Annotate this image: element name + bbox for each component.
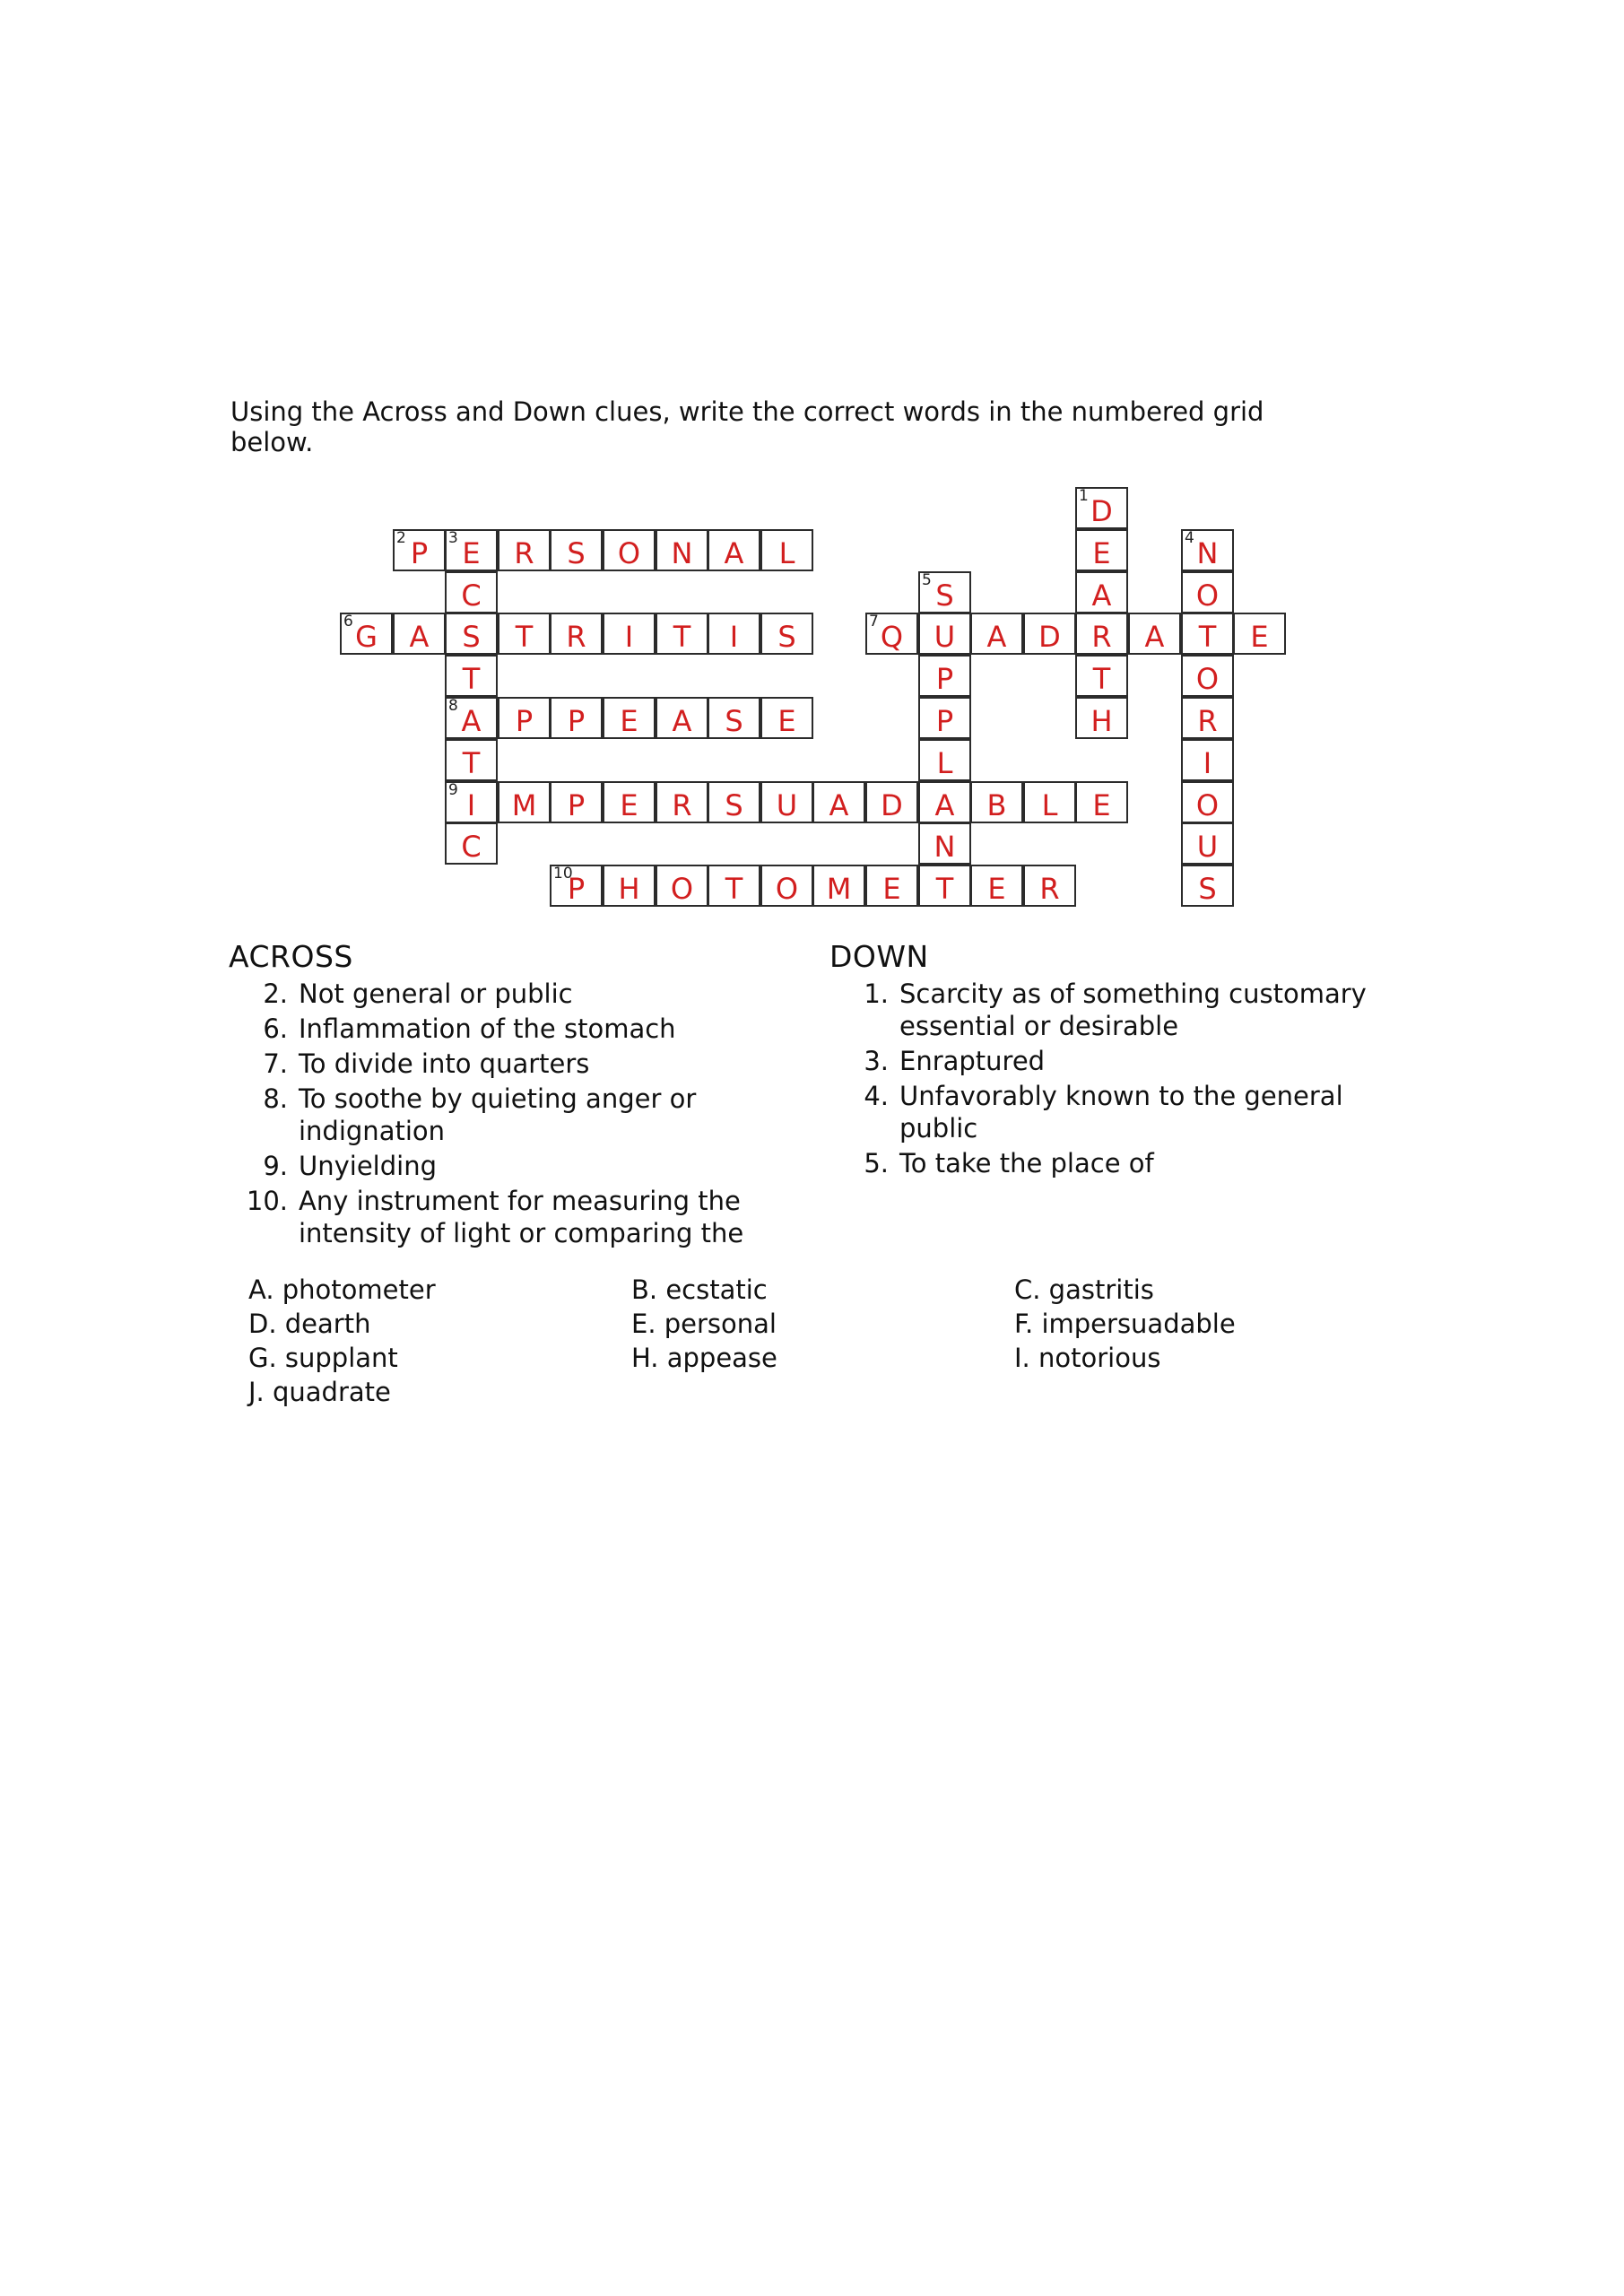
across-clue — [229, 1150, 794, 1182]
grid-cell[interactable] — [1075, 571, 1128, 613]
grid-cell[interactable] — [445, 529, 498, 571]
cell-letter: S — [935, 578, 954, 613]
grid-cell[interactable] — [498, 781, 551, 823]
grid-cell[interactable] — [603, 697, 656, 739]
clue-number: 2. — [263, 978, 288, 1009]
clue-number: 7 — [869, 613, 879, 631]
cell-letter: S — [725, 704, 743, 738]
cell-letter: S — [567, 536, 586, 570]
cell-letter: A — [829, 788, 849, 822]
grid-cell[interactable] — [1023, 613, 1076, 655]
across-heading: ACROSS — [229, 939, 353, 974]
word-bank-item: C. gastritis — [1014, 1274, 1154, 1305]
cell-letter: A — [672, 704, 692, 738]
grid-cell[interactable] — [550, 865, 603, 907]
word-bank-item: E. personal — [631, 1309, 777, 1339]
grid-cell[interactable] — [445, 697, 498, 739]
clue-number: 7. — [263, 1048, 288, 1079]
grid-cell[interactable] — [603, 613, 656, 655]
cell-letter: R — [672, 788, 692, 822]
grid-cell[interactable] — [603, 781, 656, 823]
clue-text: Inflammation of the stomach — [299, 1013, 676, 1044]
cell-letter: I — [729, 620, 739, 654]
grid-cell[interactable] — [918, 739, 971, 781]
grid-cell[interactable] — [550, 781, 603, 823]
grid-cell[interactable] — [445, 655, 498, 697]
grid-cell[interactable] — [760, 697, 813, 739]
grid-cell[interactable] — [812, 781, 865, 823]
grid-cell[interactable] — [1023, 865, 1076, 907]
grid-cell[interactable] — [656, 613, 708, 655]
grid-cell[interactable] — [340, 613, 393, 655]
clue-number: 2 — [396, 529, 406, 547]
grid-cell[interactable] — [498, 529, 551, 571]
word-bank-item: H. appease — [631, 1343, 777, 1373]
cell-letter: E — [1250, 620, 1269, 654]
across-clue — [229, 1083, 794, 1147]
cell-letter: N — [671, 536, 693, 570]
grid-cell[interactable] — [656, 781, 708, 823]
grid-cell[interactable] — [918, 865, 971, 907]
cell-letter: O — [1195, 662, 1220, 696]
grid-cell[interactable] — [1181, 571, 1234, 613]
cell-letter: O — [775, 872, 799, 906]
cell-letter: P — [935, 662, 954, 696]
cell-letter: E — [462, 536, 481, 570]
cell-letter: Q — [880, 620, 904, 654]
cell-letter: E — [777, 704, 796, 738]
cell-letter: N — [934, 830, 956, 864]
clue-text: Unfavorably known to the general public — [899, 1081, 1343, 1144]
cell-letter: P — [567, 872, 586, 906]
grid-cell[interactable] — [550, 529, 603, 571]
cell-letter: P — [567, 704, 586, 738]
cell-letter: E — [620, 788, 638, 822]
word-bank-item: A. photometer — [248, 1274, 436, 1305]
down-clue-list — [829, 978, 1403, 1182]
grid-cell[interactable] — [918, 655, 971, 697]
grid-cell[interactable] — [1181, 697, 1234, 739]
grid-cell[interactable] — [970, 781, 1023, 823]
grid-cell[interactable] — [970, 865, 1023, 907]
grid-cell[interactable] — [865, 865, 918, 907]
cell-letter: P — [935, 704, 954, 738]
cell-letter: A — [724, 536, 744, 570]
word-bank-item: D. dearth — [248, 1309, 371, 1339]
cell-letter: I — [1203, 746, 1212, 780]
grid-cell[interactable] — [550, 697, 603, 739]
cell-letter: O — [670, 872, 694, 906]
grid-cell[interactable] — [656, 865, 708, 907]
cell-letter: E — [620, 704, 638, 738]
cell-letter: T — [1198, 620, 1217, 654]
grid-cell[interactable] — [865, 613, 918, 655]
grid-cell[interactable] — [1128, 613, 1181, 655]
clue-number: 1. — [864, 978, 889, 1009]
across-clue — [229, 1013, 794, 1045]
grid-cell[interactable] — [918, 571, 971, 613]
word-bank-item: I. notorious — [1014, 1343, 1161, 1373]
cell-letter: R — [566, 620, 586, 654]
grid-cell[interactable] — [865, 781, 918, 823]
clue-text: Enraptured — [899, 1046, 1046, 1076]
cell-letter: L — [936, 746, 953, 780]
grid-cell[interactable] — [1075, 781, 1128, 823]
grid-cell[interactable] — [1075, 613, 1128, 655]
cell-letter: O — [617, 536, 641, 570]
cell-letter: U — [934, 620, 956, 654]
cell-letter: A — [1091, 578, 1112, 613]
clue-text: Not general or public — [299, 978, 573, 1009]
clue-text: Scarcity as of something customary essential or desirable — [899, 978, 1367, 1041]
grid-cell[interactable] — [1075, 655, 1128, 697]
grid-cell[interactable] — [656, 529, 708, 571]
grid-cell[interactable] — [812, 865, 865, 907]
down-heading: DOWN — [829, 939, 929, 974]
cell-letter: E — [882, 872, 901, 906]
grid-cell[interactable] — [603, 529, 656, 571]
clue-text: To soothe by quieting anger or indignation — [299, 1083, 697, 1146]
grid-cell[interactable] — [1023, 781, 1076, 823]
grid-cell[interactable] — [760, 529, 813, 571]
crossword-grid — [0, 0, 1624, 924]
clue-number: 5. — [864, 1148, 889, 1178]
grid-cell[interactable] — [1075, 697, 1128, 739]
grid-cell[interactable] — [708, 529, 760, 571]
grid-cell[interactable] — [1181, 781, 1234, 823]
word-bank-item: J. quadrate — [248, 1377, 391, 1407]
grid-cell[interactable] — [1075, 487, 1128, 529]
across-clue — [229, 978, 794, 1010]
cell-letter: R — [514, 536, 534, 570]
cell-letter: T — [673, 620, 691, 654]
down-clue — [829, 978, 1403, 1042]
grid-cell[interactable] — [445, 571, 498, 613]
cell-letter: M — [511, 788, 537, 822]
clue-text: Any instrument for measuring the intensity of light or comparing the — [299, 1186, 744, 1248]
grid-cell[interactable] — [708, 697, 760, 739]
cell-letter: R — [1039, 872, 1060, 906]
cell-letter: S — [725, 788, 743, 822]
cell-letter: T — [462, 662, 481, 696]
word-bank-item: F. impersuadable — [1014, 1309, 1236, 1339]
instructions: Using the Across and Down clues, write the correct words in the numbered grid below. — [230, 396, 1264, 457]
clue-number: 4 — [1185, 529, 1194, 547]
grid-cell[interactable] — [970, 613, 1023, 655]
across-clue — [229, 1185, 794, 1249]
clue-number: 4. — [864, 1081, 889, 1111]
down-clue — [829, 1147, 1403, 1179]
cell-letter: S — [1198, 872, 1217, 906]
clue-number: 8. — [263, 1083, 288, 1114]
grid-cell[interactable] — [1181, 529, 1234, 571]
grid-cell[interactable] — [603, 865, 656, 907]
grid-cell[interactable] — [918, 613, 971, 655]
cell-letter: T — [462, 746, 481, 780]
down-clue — [829, 1045, 1403, 1077]
grid-cell[interactable] — [760, 865, 813, 907]
cell-letter: R — [1197, 704, 1218, 738]
word-bank-item: B. ecstatic — [631, 1274, 768, 1305]
clue-number: 10 — [553, 865, 573, 883]
cell-letter: U — [776, 788, 798, 822]
grid-cell[interactable] — [498, 697, 551, 739]
cell-letter: T — [725, 872, 743, 906]
clue-number: 3. — [864, 1046, 889, 1076]
grid-cell[interactable] — [708, 781, 760, 823]
clue-text: To divide into quarters — [299, 1048, 590, 1079]
grid-cell[interactable] — [445, 739, 498, 781]
cell-letter: H — [1090, 704, 1113, 738]
cell-letter: A — [1144, 620, 1165, 654]
grid-cell[interactable] — [393, 529, 446, 571]
grid-cell[interactable] — [1181, 613, 1234, 655]
cell-letter: A — [934, 788, 955, 822]
grid-cell[interactable] — [1181, 822, 1234, 865]
cell-letter: R — [1091, 620, 1112, 654]
grid-cell[interactable] — [445, 822, 498, 865]
cell-letter: O — [1195, 578, 1220, 613]
cell-letter: D — [1090, 494, 1113, 528]
grid-cell[interactable] — [1075, 529, 1128, 571]
grid-cell[interactable] — [393, 613, 446, 655]
cell-letter: M — [826, 872, 852, 906]
cell-letter: L — [778, 536, 795, 570]
cell-letter: G — [355, 620, 378, 654]
grid-cell[interactable] — [708, 613, 760, 655]
grid-cell[interactable] — [708, 865, 760, 907]
clue-text: To take the place of — [899, 1148, 1154, 1178]
cell-letter: A — [409, 620, 430, 654]
clue-number: 6. — [263, 1013, 288, 1044]
cell-letter: S — [777, 620, 796, 654]
grid-cell[interactable] — [1181, 655, 1234, 697]
cell-letter: A — [461, 704, 482, 738]
cell-letter: L — [1041, 788, 1058, 822]
across-clue-list — [229, 978, 794, 1252]
cell-letter: U — [1196, 830, 1219, 864]
grid-cell[interactable] — [918, 697, 971, 739]
cell-letter: E — [987, 872, 1006, 906]
cell-letter: B — [986, 788, 1007, 822]
cell-letter: I — [624, 620, 634, 654]
grid-cell[interactable] — [550, 613, 603, 655]
cell-letter: I — [466, 788, 476, 822]
word-bank — [248, 1274, 1414, 1409]
across-clue — [229, 1048, 794, 1080]
cell-letter: C — [461, 578, 482, 613]
clue-number: 3 — [448, 529, 458, 547]
cell-letter: D — [1038, 620, 1061, 654]
cell-letter: H — [618, 872, 640, 906]
grid-cell[interactable] — [445, 781, 498, 823]
grid-cell[interactable] — [498, 613, 551, 655]
grid-cell[interactable] — [1233, 613, 1286, 655]
cell-letter: E — [1092, 536, 1111, 570]
cell-letter: E — [1092, 788, 1111, 822]
grid-cell[interactable] — [918, 781, 971, 823]
cell-letter: T — [515, 620, 534, 654]
clue-number: 10. — [246, 1186, 288, 1216]
grid-cell[interactable] — [1181, 739, 1234, 781]
clue-number: 1 — [1079, 487, 1089, 505]
cell-letter: C — [461, 830, 482, 864]
cell-letter: O — [1195, 788, 1220, 822]
clue-text: Unyielding — [299, 1151, 437, 1181]
cell-letter: P — [410, 536, 429, 570]
clue-number: 9 — [448, 781, 458, 799]
cell-letter: S — [462, 620, 481, 654]
clue-number: 6 — [343, 613, 353, 631]
grid-cell[interactable] — [1181, 865, 1234, 907]
word-bank-item: G. supplant — [248, 1343, 398, 1373]
grid-cell[interactable] — [445, 613, 498, 655]
grid-cell[interactable] — [760, 613, 813, 655]
cell-letter: P — [515, 704, 534, 738]
clue-number: 8 — [448, 697, 458, 715]
clue-number: 9. — [263, 1151, 288, 1181]
cell-letter: N — [1196, 536, 1219, 570]
cell-letter: P — [567, 788, 586, 822]
cell-letter: T — [935, 872, 954, 906]
down-clue — [829, 1080, 1403, 1144]
grid-cell[interactable] — [656, 697, 708, 739]
clue-number: 5 — [922, 571, 932, 589]
cell-letter: D — [881, 788, 903, 822]
cell-letter: A — [986, 620, 1007, 654]
grid-cell[interactable] — [760, 781, 813, 823]
grid-cell[interactable] — [918, 822, 971, 865]
cell-letter: T — [1092, 662, 1111, 696]
